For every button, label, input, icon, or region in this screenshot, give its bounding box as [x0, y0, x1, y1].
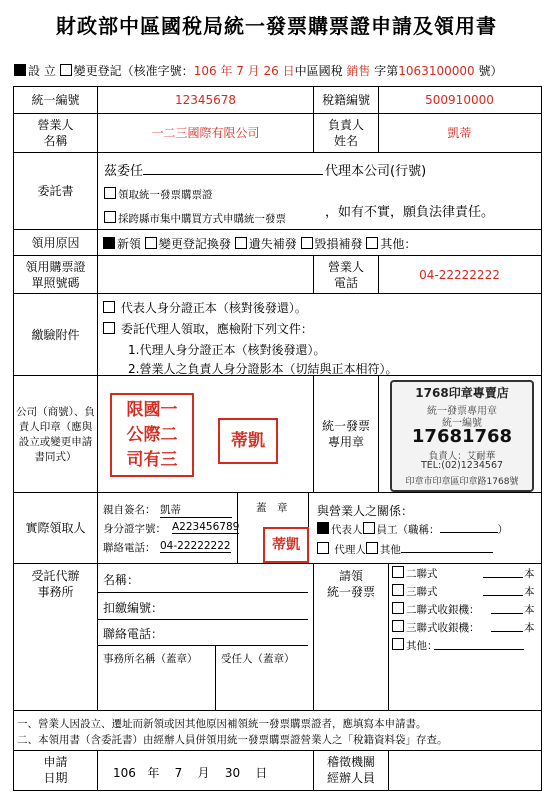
invoice-type-5-field[interactable]: [434, 649, 524, 650]
invoice-type-4[interactable]: [392, 620, 480, 635]
apply-year: 106: [113, 766, 136, 780]
entrust-option-2-label: 採跨縣市集中購買方式申購統一發票: [118, 213, 286, 225]
seal-tel: TEL:(02)1234567: [420, 460, 504, 471]
invoice-type-1-label: 二聯式: [406, 568, 438, 580]
registration-line: [14, 62, 502, 79]
relation-agent-checkbox[interactable]: [317, 542, 329, 554]
approval-suffix: 號）: [478, 64, 503, 78]
establish-label: 設 立: [28, 64, 56, 78]
agency-tax-number-label: 扣繳編號：: [103, 601, 164, 615]
relation-agent-label: 代理人: [334, 544, 366, 556]
sales-word: 銷售: [346, 64, 371, 78]
bureau-name: 中區國稅: [294, 64, 343, 78]
seal-number: 17681768: [411, 426, 513, 447]
seal-line2: 統一編號: [442, 418, 482, 429]
note-1: 一、營業人因設立、遷址而新領或因其他原因補領統一發票購票證者，應填寫本申請書。: [17, 718, 427, 730]
invoice-type-4-label: 三聯式收銀機：: [406, 622, 480, 634]
agency-phone-label: 聯絡電話：: [103, 627, 164, 641]
attachment-1-checkbox[interactable]: [103, 301, 115, 313]
reason-options: [103, 235, 416, 252]
reason-other-label: 其他：: [380, 237, 417, 251]
seal-arc-text: 1768印章專賣店: [415, 386, 509, 400]
word-prefix: 字第: [374, 64, 399, 78]
reason-lost-checkbox[interactable]: [235, 237, 247, 249]
invoice-type-5[interactable]: [392, 638, 438, 653]
invoice-type-1-checkbox[interactable]: [392, 566, 404, 578]
invoice-type-3-label: 二聯式收銀機：: [406, 604, 480, 616]
relation-employee-label: 員工（職稱：: [376, 524, 440, 536]
attachments-label: 繳驗附件: [31, 327, 80, 342]
invoice-type-2-unit: 本: [524, 586, 535, 598]
entrust-prefix: 茲委任: [104, 164, 144, 179]
business-name-value[interactable]: 一二三國際有限公司: [151, 126, 260, 140]
relation-other-label: 其他: [379, 544, 401, 556]
entrust-label: 委託書: [37, 184, 74, 198]
invoice-seal-label: 統一發票 專用章: [321, 419, 370, 449]
invoice-type-3-checkbox[interactable]: [392, 602, 404, 614]
phone-label: 營業人 電話: [327, 259, 364, 290]
card-number-label: 領用購票證 單照號碼: [25, 259, 86, 290]
relation-other-field[interactable]: [401, 552, 493, 553]
card-number-field[interactable]: [98, 256, 313, 293]
approval-date: 106 年 7 月 26 日: [193, 64, 295, 78]
owner-label: 負責人 姓名: [327, 118, 364, 148]
seal-label: 公司（商號）、負責人印章（應與設立或變更申請書同式）: [16, 406, 95, 463]
seal-owner: 負責人：艾耐華: [428, 451, 496, 462]
company-seal: 限國一 公際二 司有三: [110, 393, 194, 477]
reason-damaged-checkbox[interactable]: [301, 237, 313, 249]
entrust-option-1-label: 領取統一發票購票證: [118, 189, 213, 201]
relation-label: 與營業人之關係：: [317, 504, 414, 518]
id-number-label: 身分證字號：: [103, 523, 166, 535]
recipient-seal: 蒂凱: [263, 527, 309, 563]
agent-seal-label: 受任人（蓋章）: [221, 653, 295, 665]
attachment-2-label: 委託代理人領取，應檢附下列文件：: [120, 322, 313, 336]
id-number-value[interactable]: A223456789: [172, 521, 240, 533]
recipient-label: 實際領取人: [25, 521, 86, 535]
firm-seal-label: 事務所名稱（蓋章）: [103, 653, 198, 665]
owner-value[interactable]: 凱蒂: [447, 126, 472, 140]
entrust-suffix: 代理本公司(行號): [325, 164, 427, 179]
relation-other-checkbox[interactable]: [366, 542, 378, 554]
signature-value[interactable]: 凱蒂: [160, 502, 232, 518]
seal-bottom-text: 印章市印章區印章路1768號: [405, 477, 519, 487]
apply-day: 30: [224, 766, 241, 780]
phone-value[interactable]: 04-22222222: [419, 267, 500, 282]
invoice-type-3[interactable]: [392, 602, 480, 617]
uid-label: 統一編號: [31, 93, 80, 107]
invoice-type-3-qty[interactable]: [491, 613, 523, 614]
approval-prefix: （核准字號：: [121, 64, 194, 78]
relation-row-1: [317, 522, 508, 537]
invoice-type-1[interactable]: [392, 566, 438, 581]
invoice-type-2-checkbox[interactable]: [392, 584, 404, 596]
entrust-option-1[interactable]: [104, 187, 213, 202]
tax-id-value[interactable]: 500910000: [425, 93, 494, 107]
entrust-name-line[interactable]: [143, 174, 323, 175]
reason-label: 領用原因: [31, 235, 80, 250]
attachment-item-1[interactable]: [103, 299, 307, 316]
attachment-1-label: 代表人身分證正本（核對後發還）。: [120, 301, 307, 315]
note-2: 二、本領用書（含委託書）由經辦人員併領用統一發票購票證營業人之「稅籍資料袋」存查。: [17, 734, 448, 746]
agency-label: 受託代辦 事務所: [31, 569, 80, 599]
seal-line1: 統一發票專用章: [427, 406, 497, 417]
apply-year-unit: 年: [147, 766, 160, 780]
attachment-2-checkbox[interactable]: [103, 322, 115, 334]
contact-phone-value[interactable]: 04-22222222: [160, 540, 231, 552]
invoice-type-4-checkbox[interactable]: [392, 620, 404, 632]
apply-invoice-label: 請領 統一發票: [326, 569, 375, 599]
apply-month-unit: 月: [197, 766, 210, 780]
contact-phone-label: 聯絡電話：: [103, 542, 156, 554]
relation-row-2: [317, 542, 493, 557]
reason-new-label: 新領: [117, 237, 142, 251]
invoice-type-2-qty[interactable]: [483, 595, 523, 596]
change-checkbox[interactable]: [60, 64, 72, 76]
invoice-type-4-qty[interactable]: [491, 631, 523, 632]
invoice-type-2-label: 三聯式: [406, 586, 438, 598]
entrust-option-1-checkbox[interactable]: [104, 187, 116, 199]
uid-value[interactable]: 12345678: [174, 93, 237, 107]
entrust-option-2[interactable]: [104, 211, 286, 226]
invoice-type-1-unit: 本: [524, 568, 535, 580]
business-name-label: 營業人 名稱: [37, 118, 74, 148]
employee-title-close: ）: [497, 524, 508, 536]
invoice-type-5-label: 其他：: [406, 640, 438, 652]
owner-seal: 蒂凱: [218, 418, 278, 464]
invoice-type-4-unit: 本: [524, 622, 535, 634]
attachment-item-2[interactable]: [103, 320, 313, 337]
entrust-option-2-checkbox[interactable]: [104, 211, 116, 223]
apply-month: 7: [174, 766, 183, 780]
invoice-type-1-qty[interactable]: [483, 577, 523, 578]
invoice-type-3-unit: 本: [524, 604, 535, 616]
reason-damaged-label: 毀損補發: [314, 237, 363, 251]
reason-change-label: 變更登記換發: [158, 237, 231, 251]
invoice-type-5-checkbox[interactable]: [392, 638, 404, 650]
tax-id-label: 稅籍編號: [321, 93, 370, 107]
apply-date-label: 申請 日期: [43, 755, 68, 785]
officer-field[interactable]: [389, 751, 540, 789]
reason-lost-label: 遺失補發: [248, 237, 297, 251]
relation-rep-checkbox[interactable]: [317, 522, 329, 534]
agency-name-label: 名稱：: [103, 573, 140, 587]
change-label: 變更登記: [73, 64, 122, 78]
reason-other-checkbox[interactable]: [366, 237, 378, 249]
apply-day-unit: 日: [255, 766, 268, 780]
approval-number: 1063100000: [398, 64, 475, 78]
reason-new-checkbox[interactable]: [103, 237, 115, 249]
attachment-item-2a: 1.代理人身分證正本（核對後發還）。: [128, 343, 326, 357]
apply-date-value[interactable]: [113, 764, 267, 781]
signature-label: 親自簽名：: [103, 504, 156, 516]
invoice-type-2[interactable]: [392, 584, 438, 599]
page-title: 財政部中區國稅局統一發票購票證申請及領用書: [56, 14, 497, 38]
invoice-special-seal: [390, 380, 534, 492]
relation-rep-label: 代表人: [331, 524, 363, 536]
reason-change-checkbox[interactable]: [145, 237, 157, 249]
attachment-item-2b: 2.營業人之負責人身分證影本（切結與正本相符）。: [128, 362, 398, 376]
employee-title-field[interactable]: [440, 532, 498, 533]
stamp-label: 蓋 章: [256, 502, 288, 514]
establish-checkbox[interactable]: [14, 64, 26, 76]
officer-label: 稽徵機關 經辦人員: [326, 755, 375, 785]
entrust-promise: ，如有不實，願負法律責任。: [325, 205, 495, 220]
relation-employee-checkbox[interactable]: [363, 522, 375, 534]
